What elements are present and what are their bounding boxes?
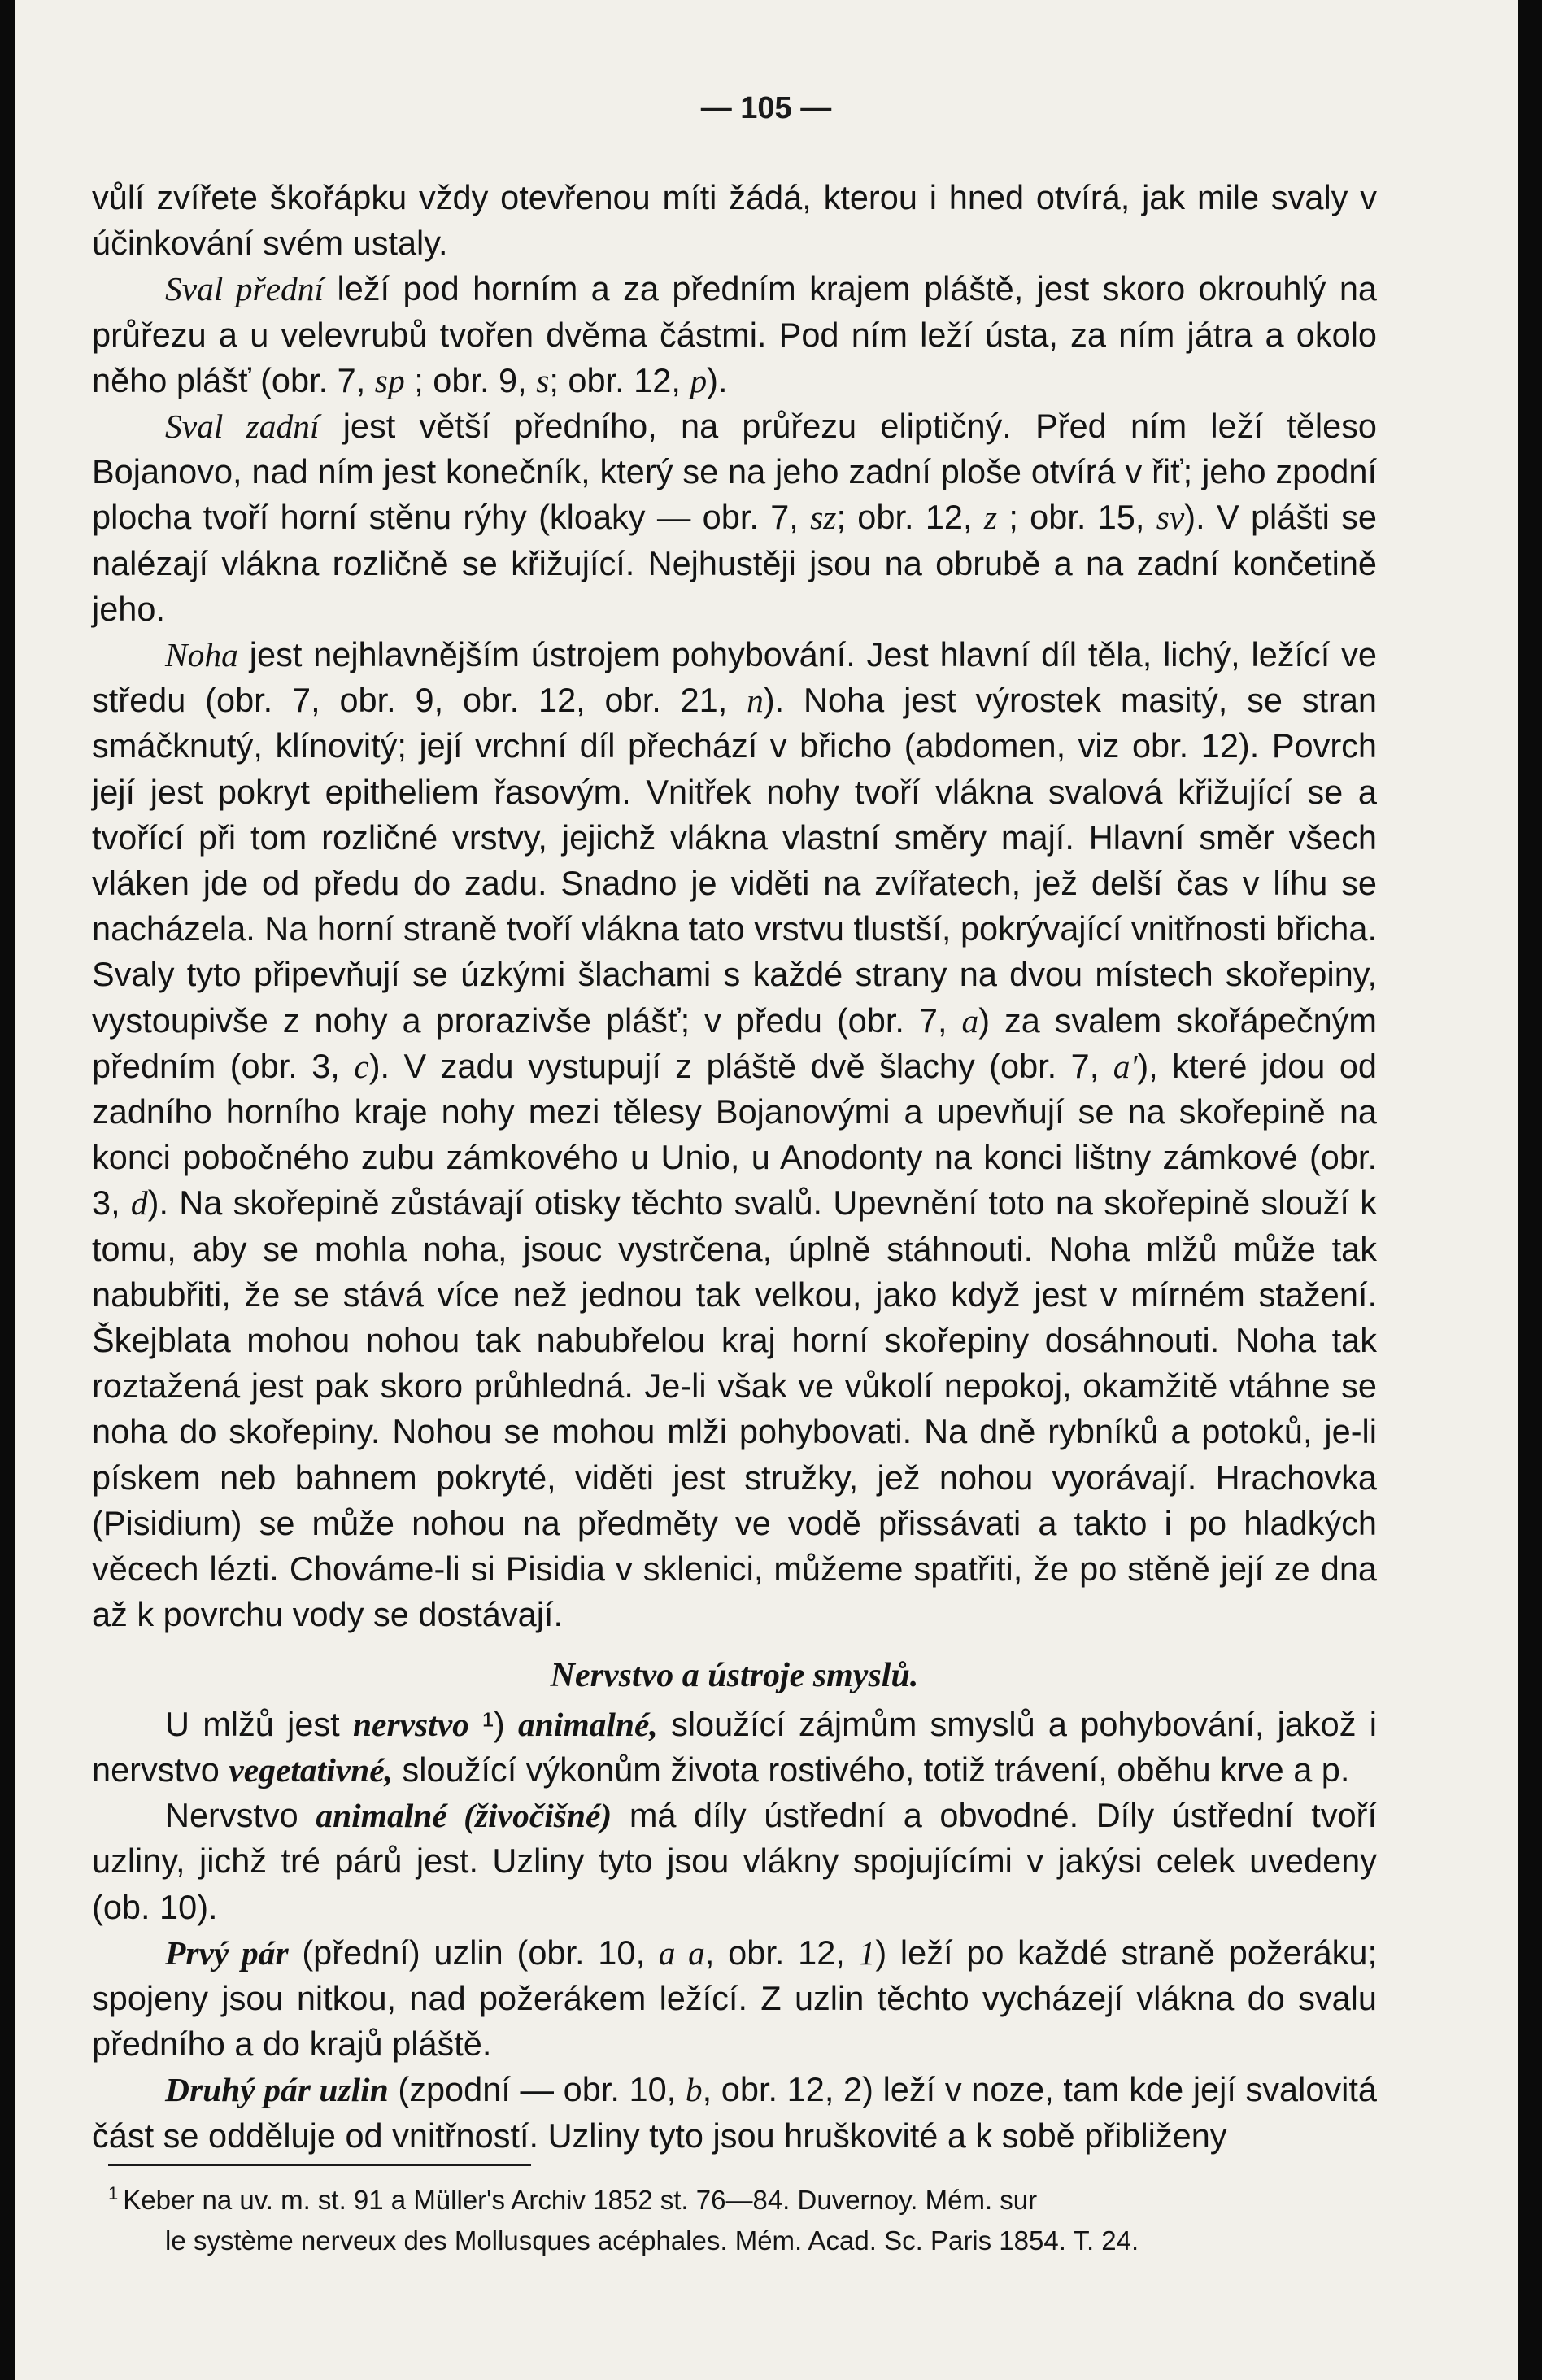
section-heading: Nervstvo a ústroje smyslů. xyxy=(550,1656,919,1694)
emphasis-text: Noha xyxy=(165,636,238,674)
body-text xyxy=(92,175,1377,2159)
text-run: vůlí zvířete škořápku vždy otevřenou míti žádá, kterou i hned otvírá, jak mile svaly v účinkování svém ustaly. xyxy=(92,178,1377,263)
text-run: , obr. 12, xyxy=(704,1933,859,1972)
paragraph-group xyxy=(92,175,1377,1638)
footnote-line-2: le système nerveux des Mollusques acéphales. Mém. Acad. Sc. Paris 1854. T. 24. xyxy=(165,2225,1139,2256)
emphasis-text: a xyxy=(961,1001,979,1040)
emphasis-text: sp xyxy=(374,361,405,399)
text-run: ). V plášti se nalézají vlákna rozličně se křižující. Nejhustěji jsou na obrubě a na zadní končetině jeho. xyxy=(92,498,1377,628)
emphasis-text: b xyxy=(685,2071,703,2109)
emphasis-text: n xyxy=(747,682,764,720)
text-run: ; obr. 12, xyxy=(549,360,690,399)
text-run: ). Na skořepině zůstávají otisky těchto svalů. Upevnění toto na skořepině slouží k tomu, aby se mohla noha, jsouc vystrčena, úplně stáhnouti. Noha mlžů může tak nabubřiti, že se stává více než jednou tak velkou, jako když jest v mírném stažení. Škejblata mohou nohou tak nabubřelou kraj horní skořepiny dosáhnouti. Noha tak roztažená jest pak skoro průhledná. Je-li však ve vůkolí nepokoj, okamžitě vtáhne se noha do skořepiny. Nohou se mohou mlži pohybovati. Na dně rybníků a potoků, je-li pískem neb bahnem pokryté, viděti jest stružky, jež nohou vyorávají. Hrachovka (Pisidium) se může nohou na předměty ve vodě přissávati a takto i po hladkých věcech lézti. Chováme-li si Pisidia v sklenici, můžeme spatřiti, že po stěně její ze dna až k povrchu vody se dostávají. xyxy=(92,1183,1377,1634)
text-run: , obr. 12, 2) leží v noze, tam kde její svalovitá část se odděluje od vnitřností. Uzliny tyto jsou hruškovité a k sobě přibliženy xyxy=(92,2070,1377,2155)
emphasis-text: d xyxy=(130,1184,148,1223)
paragraph-p3 xyxy=(92,403,1377,632)
emphasis-text: vegetativné, xyxy=(229,1750,394,1789)
paragraph-p5 xyxy=(92,1702,1377,1793)
paragraph-p2 xyxy=(92,266,1377,403)
emphasis-text: c xyxy=(354,1047,369,1085)
emphasis-text: Sval přední xyxy=(165,270,325,308)
emphasis-text: z xyxy=(983,499,997,537)
emphasis-text: sz xyxy=(810,499,837,537)
text-run: (přední) uzlin (obr. 10, xyxy=(288,1933,659,1972)
text-run: ), které jdou od zadního horního kraje nohy mezi tělesy Bojanovými a upevňují se na skořepině na konci pobočného zubu zámkového u Unio, u Anodonty na konci lištny zámkové (obr. 3, xyxy=(92,1046,1377,1223)
text-run: ). Noha jest výrostek masitý, se stran smáčknutý, klínovitý; její vrchní díl přechází v břicho (abdomen, viz obr. 12). Povrch její jest pokryt epitheliem řasovým. Vnitřek nohy tvoří vlákna svalová křižující se a tvořící při tom rozličné vrstvy, jejichž vlákna vlastní směry mají. Hlavní směr všech vláken jde od předu do zadu. Snadno je viděti na zvířatech, jež delší čas v líhu se nacházela. Na horní straně tvoří vlákna tato vrstvu tlustší, pokrývající vnitřnosti břicha. Svaly tyto připevňují se úzkými šlachami s každé strany na dvou místech skořepiny, vystoupivše z nohy a prorazivše plášť; v předu (obr. 7, xyxy=(92,681,1377,1040)
paragraph-p4 xyxy=(92,632,1377,1637)
footnote xyxy=(108,2173,1377,2261)
footnote-number: 1 xyxy=(108,2183,119,2203)
text-run: ) za svalem skořápečným předním (obr. 3, xyxy=(92,1000,1377,1085)
paragraph-p8 xyxy=(92,2067,1377,2158)
emphasis-text: 1 xyxy=(858,1933,876,1972)
text-run: jest nejhlavnějším ústrojem pohybování. Jest hlavní díl těla, lichý, ležící ve středu (obr. 7, obr. 9, obr. 12, obr. 21, xyxy=(92,635,1377,720)
emphasis-text: Druhý pár uzlin xyxy=(165,2071,389,2109)
emphasis-text: a' xyxy=(1113,1047,1138,1085)
paragraph-p7 xyxy=(92,1930,1377,2068)
text-run: (zpodní — obr. 10, xyxy=(388,2070,686,2109)
paragraph-p6 xyxy=(92,1793,1377,1930)
page-number: — 105 — xyxy=(700,91,832,125)
text-run: U mlžů jest xyxy=(165,1704,353,1743)
footnote-line-1: Keber na uv. m. st. 91 a Müller's Archiv 1852 st. 76—84. Duvernoy. Mém. sur xyxy=(123,2185,1038,2215)
text-run: leží pod horním a za předním krajem pláště, jest skoro okrouhlý na průřezu a u velevrubů tvořen dvěma částmi. Pod ním leží ústa, za ním játra a okolo něho plášť (obr. 7, xyxy=(92,269,1377,399)
text-run: Nervstvo xyxy=(165,1796,316,1835)
text-run: ). xyxy=(707,360,728,399)
book-page xyxy=(15,0,1518,2380)
emphasis-text: Sval zadní xyxy=(165,408,320,446)
emphasis-text: a a xyxy=(658,1933,705,1972)
emphasis-text: nervstvo xyxy=(352,1705,469,1743)
text-run: má díly ústřední a obvodné. Díly ústřední tvoří uzliny, jichž tré párů jest. Uzliny tyto jsou vlákny spojujícími v jakýsi celek uvedeny (ob. 10). xyxy=(92,1796,1377,1926)
text-run: jest větší předního, na průřezu eliptičný. Před ním leží těleso Bojanovo, nad ním jest konečník, který se na jeho zadní ploše otvírá v řiť; jeho zpodní plocha tvoří horní stěnu rýhy (kloaky — obr. 7, xyxy=(92,407,1377,537)
emphasis-text: Prvý pár xyxy=(165,1933,289,1972)
text-run: ; obr. 12, xyxy=(836,498,984,537)
text-run: ¹) xyxy=(468,1704,519,1743)
emphasis-text: s xyxy=(536,361,550,399)
emphasis-text: animalné, xyxy=(518,1705,658,1743)
text-run: ; obr. 9, xyxy=(404,360,537,399)
emphasis-text: sv xyxy=(1156,499,1185,537)
text-run: ) leží po každé straně požeráku; spojeny jsou nitkou, nad požerákem ležící. Z uzlin těchto vycházejí vlákna do svalu předního a do krajů pláště. xyxy=(92,1933,1378,2064)
emphasis-text: p xyxy=(690,361,708,399)
paragraph-group xyxy=(92,1702,1377,2159)
footnote-rule xyxy=(108,2164,531,2166)
emphasis-text: animalné (živočišné) xyxy=(316,1797,612,1835)
text-run: ). V zadu vystupují z pláště dvě šlachy (obr. 7, xyxy=(368,1046,1113,1085)
text-run: sloužící výkonům života rostivého, totiž trávení, oběhu krve a p. xyxy=(393,1750,1350,1789)
text-run: sloužící zájmům smyslů a pohybování, jakož i nervstvo xyxy=(92,1704,1377,1789)
text-run: ; obr. 15, xyxy=(997,498,1156,537)
paragraph-p1 xyxy=(92,175,1377,266)
